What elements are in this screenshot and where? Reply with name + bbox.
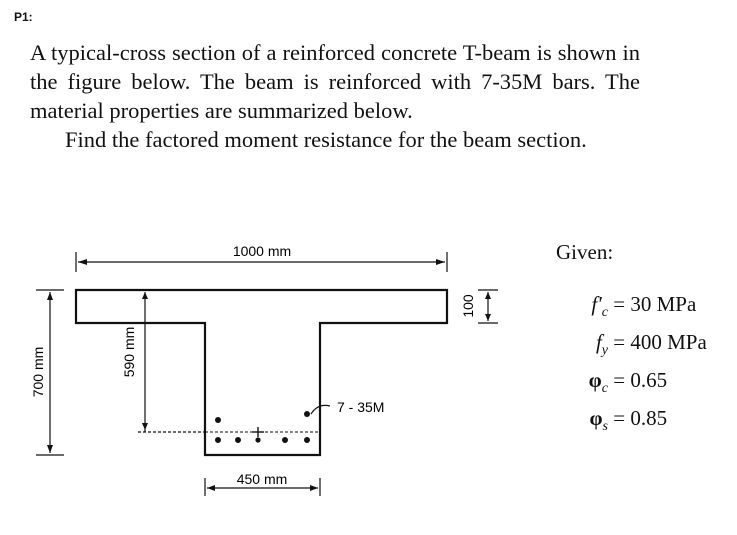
reinforcement-bars — [215, 411, 310, 443]
rebar — [215, 437, 221, 443]
rebar — [304, 437, 310, 443]
total-depth-label: 700 mm — [30, 346, 46, 398]
effective-depth-label: 590 mm — [121, 326, 137, 378]
given-phi-c: $\varphi_c = 0.65$ — [588, 368, 668, 397]
given-fc: $f'_c = 30$ MPa — [591, 292, 697, 321]
flange-width-label: 1000 mm — [232, 243, 292, 259]
rebar — [235, 437, 241, 443]
given-phi-s: $\varphi_s = 0.85$ — [589, 406, 668, 435]
problem-paragraph-1: A typical-cross section of a reinforced concrete T-beam is shown in the figure below. The beam is reinforced with 7-35M bars. The material properties are summarized below. — [30, 40, 640, 123]
given-fy: $f_y = 400$ MPa — [595, 330, 707, 359]
given-properties — [556, 240, 707, 441]
rebar — [282, 437, 288, 443]
rebar — [255, 437, 260, 442]
problem-label: P1: — [14, 10, 33, 24]
given-title: Given: — [556, 240, 614, 264]
rebar — [215, 417, 221, 423]
problem-paragraph-2: Find the factored moment resistance for the beam section. — [65, 127, 587, 152]
bars-label: 7 - 35M — [337, 399, 385, 415]
effective-depth-dimension — [138, 292, 205, 432]
flange-thickness-label: 100 — [460, 294, 476, 318]
web-width-label: 450 mm — [236, 471, 288, 487]
rebar — [304, 411, 310, 417]
